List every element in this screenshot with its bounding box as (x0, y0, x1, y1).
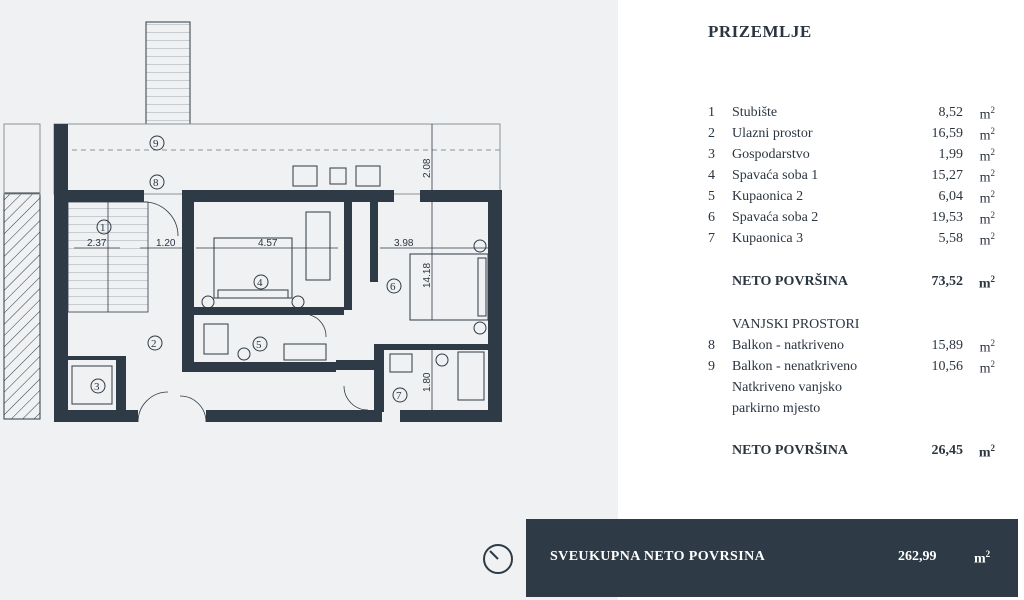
room-marker-9: 9 (153, 138, 159, 150)
room-number: 1 (708, 105, 715, 120)
room-name: Balkon - natkriveno (732, 338, 844, 353)
room-row (708, 189, 998, 210)
room-marker-3: 3 (94, 381, 100, 393)
unit: $m^2$ (979, 189, 995, 207)
unit: $m^2$ (979, 231, 995, 249)
room-area: 10,56 (931, 359, 963, 374)
room-number: 5 (708, 189, 715, 204)
unit: $m^2$ (979, 210, 995, 228)
unit: $m^2$ (978, 274, 995, 292)
room-name: parkirno mjesto (732, 401, 821, 416)
bed-1 (202, 212, 330, 308)
room-row (708, 168, 998, 189)
room-row (708, 147, 998, 168)
exterior-stair (146, 22, 190, 124)
outdoor-row (708, 338, 998, 359)
balcony-furniture (293, 166, 380, 186)
unit: $m^2$ (979, 168, 995, 186)
unit: $m^2$ (979, 359, 995, 377)
dim-bedroom-2: 3.98 (394, 238, 414, 249)
outdoor-heading: VANJSKI PROSTORI (732, 317, 860, 332)
room-marker-2: 2 (151, 338, 157, 350)
room-number: 3 (708, 147, 715, 162)
parking-hatch (4, 193, 40, 419)
room-number: 8 (708, 338, 715, 353)
room-row (708, 126, 998, 147)
room-name: Natkriveno vanjsko (732, 380, 843, 395)
grand-total-label: SVEUKUPNA NETO POVRSINA (550, 549, 766, 564)
unit: $m^2$ (979, 105, 995, 123)
unit: $m^2$ (974, 549, 991, 567)
room-marker-5: 5 (256, 339, 262, 351)
compass-icon (482, 543, 514, 575)
outdoor-row (708, 401, 998, 422)
dim-bath-3: 1.80 (422, 372, 433, 392)
room-row (708, 105, 998, 126)
room-number: 9 (708, 359, 715, 374)
outdoor-total-label: NETO POVRŠINA (732, 443, 849, 458)
interior-total-label: NETO POVRŠINA (732, 274, 849, 289)
room-area: 16,59 (931, 126, 963, 141)
unit: $m^2$ (979, 338, 995, 356)
room-name: Kupaonica 3 (732, 231, 804, 246)
room-marker-8: 8 (153, 177, 159, 189)
dim-balcony: 2.08 (422, 158, 433, 178)
room-number: 2 (708, 126, 715, 141)
unit: $m^2$ (979, 147, 995, 165)
room-area: 15,27 (931, 168, 963, 183)
room-name: Ulazni prostor (732, 126, 813, 141)
room-area: 5,58 (938, 231, 963, 246)
outdoor-total-area: 26,45 (931, 443, 963, 458)
room-marker-4: 4 (257, 277, 263, 289)
unit: $m^2$ (979, 126, 995, 144)
room-marker-6: 6 (390, 281, 396, 293)
interior-total-row (708, 274, 998, 295)
room-number: 7 (708, 231, 715, 246)
room-number: 6 (708, 210, 715, 225)
grand-total-area: 262,99 (898, 549, 937, 564)
room-area: 8,52 (938, 105, 963, 120)
room-row (708, 231, 998, 252)
unit: $m^2$ (978, 443, 995, 461)
room-area: 15,89 (931, 338, 963, 353)
outdoor-row (708, 359, 998, 380)
room-area: 19,53 (931, 210, 963, 225)
dim-bedroom-1: 4.57 (258, 238, 278, 249)
room-area: 1,99 (938, 147, 963, 162)
interior-total-area: 73,52 (931, 274, 963, 289)
outdoor-row (708, 380, 998, 401)
room-name: Stubište (732, 105, 778, 120)
room-marker-7: 7 (396, 390, 402, 402)
room-name: Balkon - nenatkriveno (732, 359, 858, 374)
dim-hall: 1.20 (156, 238, 176, 249)
outdoor-total-row (708, 443, 998, 464)
area-table-panel (618, 0, 1024, 600)
room-name: Spavaća soba 1 (732, 168, 819, 183)
grand-total-bar (526, 519, 1018, 597)
dim-stair: 2.37 (87, 238, 107, 249)
room-name: Kupaonica 2 (732, 189, 804, 204)
room-row (708, 210, 998, 231)
dim-depth: 14.18 (422, 262, 433, 288)
room-marker-1: 1 (100, 222, 106, 234)
room-name: Spavaća soba 2 (732, 210, 819, 225)
floor-title: PRIZEMLJE (708, 22, 812, 41)
room-name: Gospodarstvo (732, 147, 810, 162)
room-number: 4 (708, 168, 715, 183)
room-area: 6,04 (938, 189, 963, 204)
